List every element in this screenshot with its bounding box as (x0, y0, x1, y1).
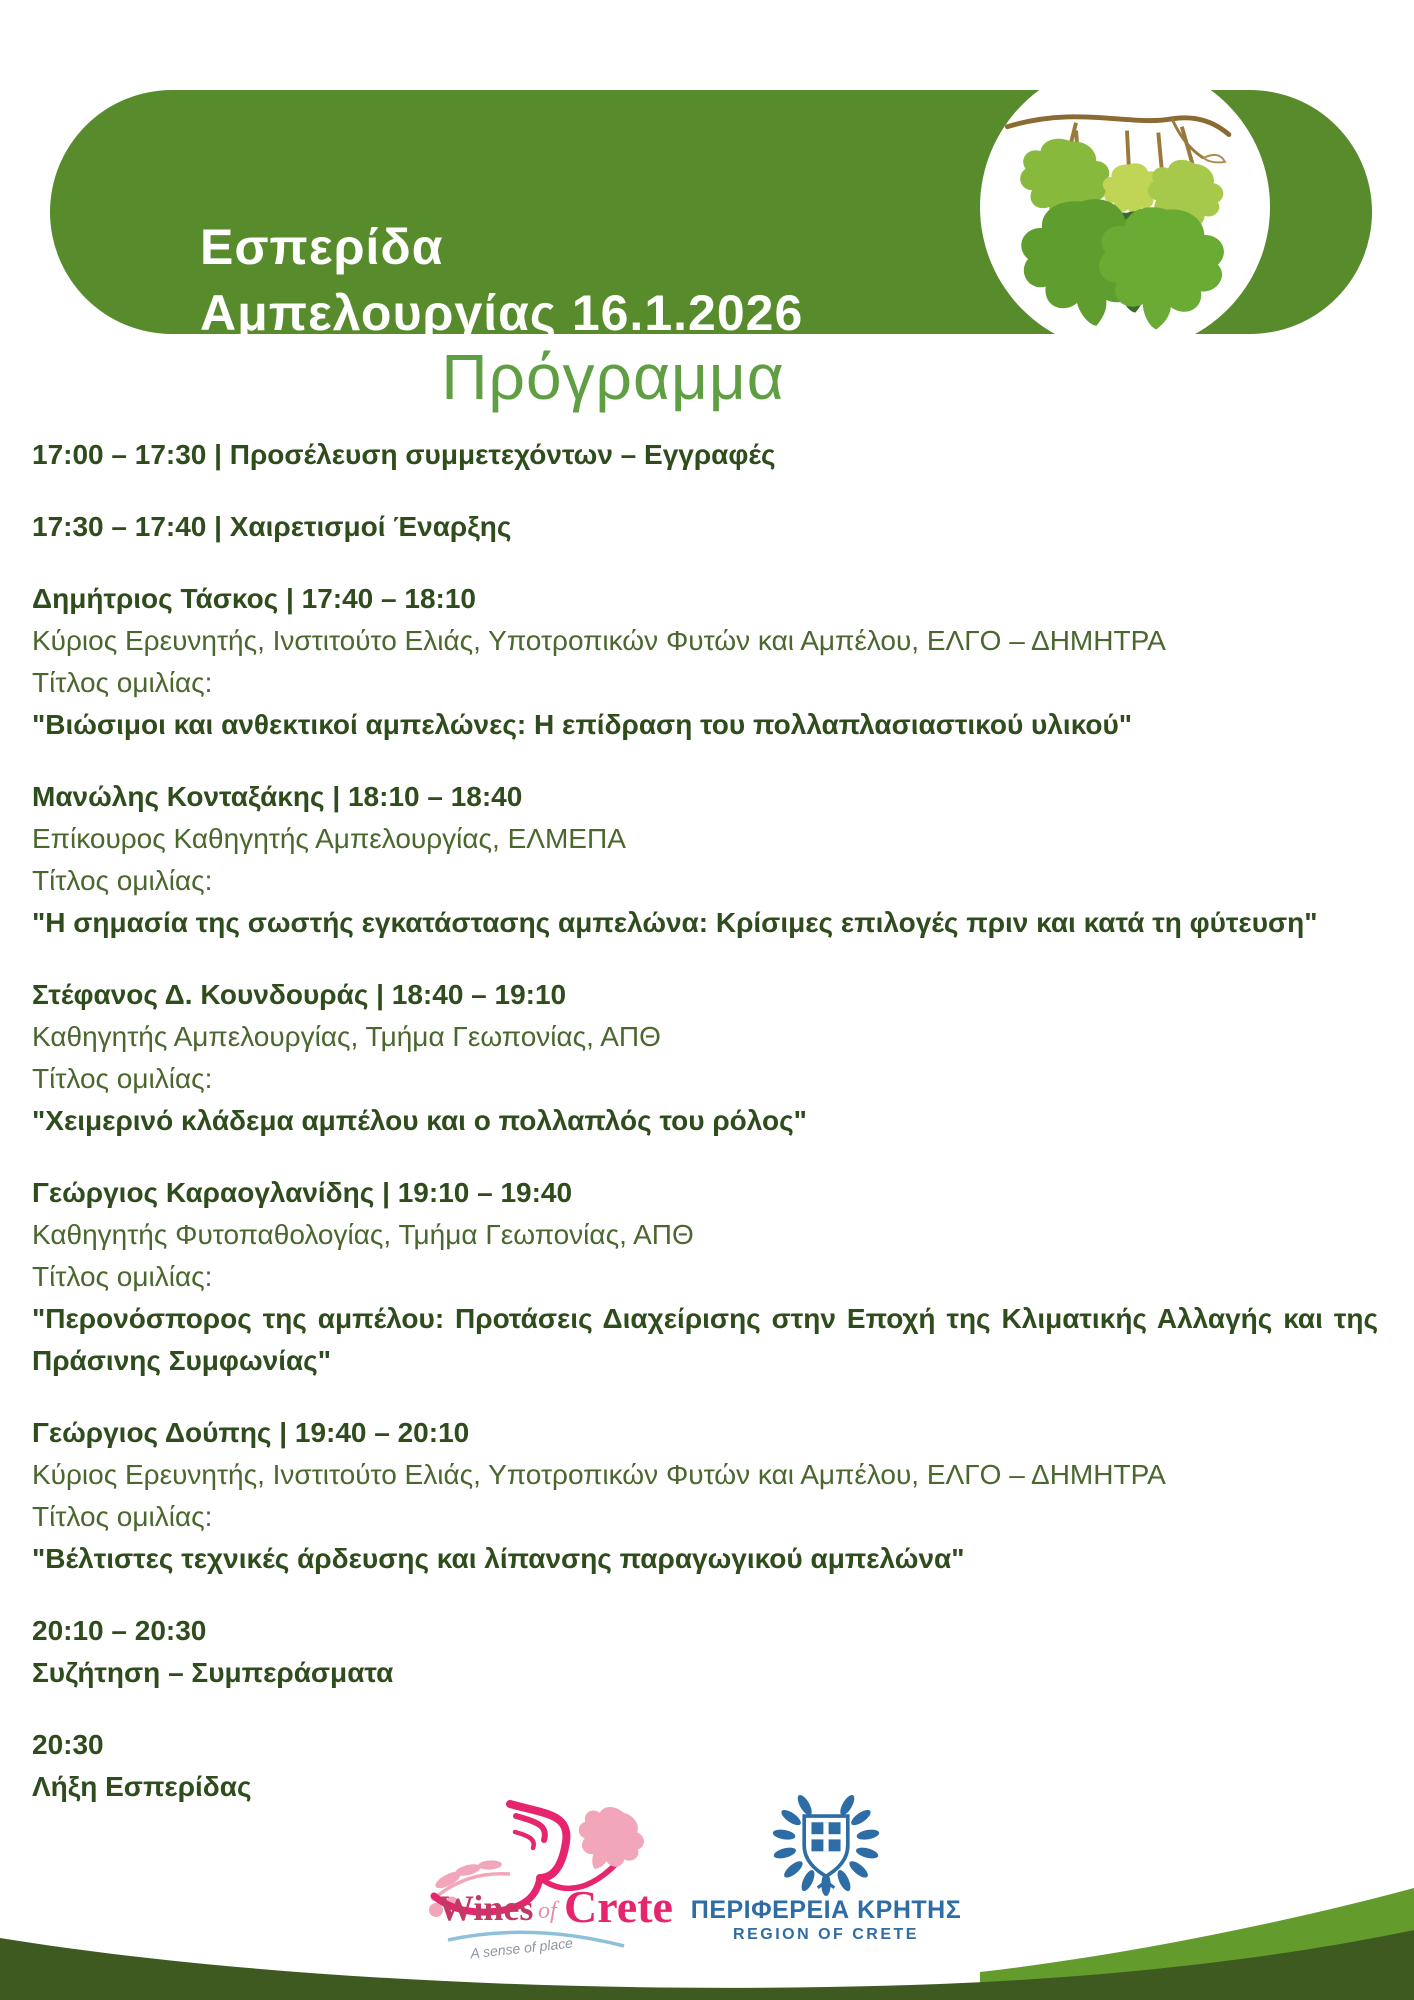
closing-time: 20:10 – 20:30 (32, 1615, 207, 1646)
woc-word-of: of (538, 1898, 557, 1924)
speaker-name-time: Στέφανος Δ. Κουνδουράς | 18:40 – 19:10 (32, 979, 567, 1010)
page-title-line1: Εσπερίδα (200, 219, 444, 275)
session-line: 17:00 – 17:30 | Προσέλευση συμμετεχόντων – Εγγραφές (32, 439, 776, 470)
green-waves-icon (0, 1880, 1414, 2000)
speaker-block (32, 974, 1378, 1142)
region-name: ΠΕΡΙΦΕΡΕΙΑ ΚΡΗΤΗΣ (690, 1896, 962, 1924)
talk-title-label: Τίτλος ομιλίας: (32, 1501, 213, 1532)
speaker-name-time: Γεώργιος Καραογλανίδης | 19:10 – 19:40 (32, 1177, 573, 1208)
tendril (1203, 155, 1225, 163)
speaker-affiliation: Κύριος Ερευνητής, Ινστιτούτο Ελιάς, Υποτροπικών Φυτών και Αμπέλου, ΕΛΓΟ – ΔΗΜΗΤΡΑ (32, 1459, 1166, 1490)
speaker-affiliation: Κύριος Ερευνητής, Ινστιτούτο Ελιάς, Υποτροπικών Φυτών και Αμπέλου, ΕΛΓΟ – ΔΗΜΗΤΡΑ (32, 625, 1166, 656)
talk-title: "Χειμερινό κλάδεμα αμπέλου και ο πολλαπλός του ρόλος" (32, 1105, 807, 1136)
speaker-block (32, 578, 1378, 746)
speaker-name-time: Δημήτριος Τάσκος | 17:40 – 18:10 (32, 583, 476, 614)
session-line: 17:30 – 17:40 | Χαιρετισμοί Έναρξης (32, 511, 512, 542)
talk-title: "Βιώσιμοι και ανθεκτικοί αμπελώνες: Η επίδραση του πολλαπλασιαστικού υλικού" (32, 709, 1133, 740)
speaker-name-time: Γεώργιος Δούπης | 19:40 – 20:10 (32, 1417, 470, 1448)
woc-word-wines: Wines (438, 1888, 534, 1928)
page-title-line2: Αμπελουργίας 16.1.2026 (200, 285, 804, 341)
talk-title-label: Τίτλος ομιλίας: (32, 865, 213, 896)
grape-leaves-image (980, 62, 1270, 352)
woc-tagline: A sense of place (469, 1934, 574, 1962)
closing-time: 20:30 (32, 1729, 104, 1760)
speaker-affiliation: Καθηγητής Αμπελουργίας, Τμήμα Γεωπονίας, ΑΠΘ (32, 1021, 661, 1052)
speaker-name-time: Μανώλης Κονταξάκης | 18:10 – 18:40 (32, 781, 523, 812)
schedule (32, 434, 1378, 1838)
talk-title-label: Τίτλος ομιλίας: (32, 667, 213, 698)
talk-title-label: Τίτλος ομιλίας: (32, 1261, 213, 1292)
speaker-affiliation: Καθηγητής Φυτοπαθολογίας, Τμήμα Γεωπονίας, ΑΠΘ (32, 1219, 694, 1250)
closing-label: Συζήτηση – Συμπεράσματα (32, 1657, 394, 1688)
program-heading: Πρόγραμμα (441, 341, 785, 413)
page-title (200, 214, 803, 346)
talk-title-label: Τίτλος ομιλίας: (32, 1063, 213, 1094)
closing-block (32, 1610, 1378, 1694)
branch (1007, 117, 1228, 135)
closing-label: Λήξη Εσπερίδας (32, 1771, 252, 1802)
talk-title: "Βέλτιστες τεχνικές άρδευσης και λίπανσης παραγωγικού αμπελώνα" (32, 1543, 965, 1574)
talk-title: "Περονόσπορος της αμπέλου: Προτάσεις Διαχείρισης στην Εποχή της Κλιματικής Αλλαγής και της Πράσινης Συμφωνίας" (32, 1303, 1378, 1376)
bottom-wave-decoration (0, 1880, 1414, 2000)
grape-leaves-illustration (980, 62, 1270, 352)
talk-title: "Η σημασία της σωστής εγκατάστασης αμπελώνα: Κρίσιμες επιλογές πριν και κατά τη φύτευση" (32, 907, 1318, 938)
speaker-affiliation: Επίκουρος Καθηγητής Αμπελουργίας, ΕΛΜΕΠΑ (32, 823, 626, 854)
woc-word-crete: Crete (564, 1881, 673, 1932)
speaker-block (32, 776, 1378, 944)
region-name-en: REGION OF CRETE (733, 1926, 919, 1943)
speaker-block (32, 1412, 1378, 1580)
greek-cross-shield-icon (804, 1816, 848, 1876)
speaker-block (32, 1172, 1378, 1382)
